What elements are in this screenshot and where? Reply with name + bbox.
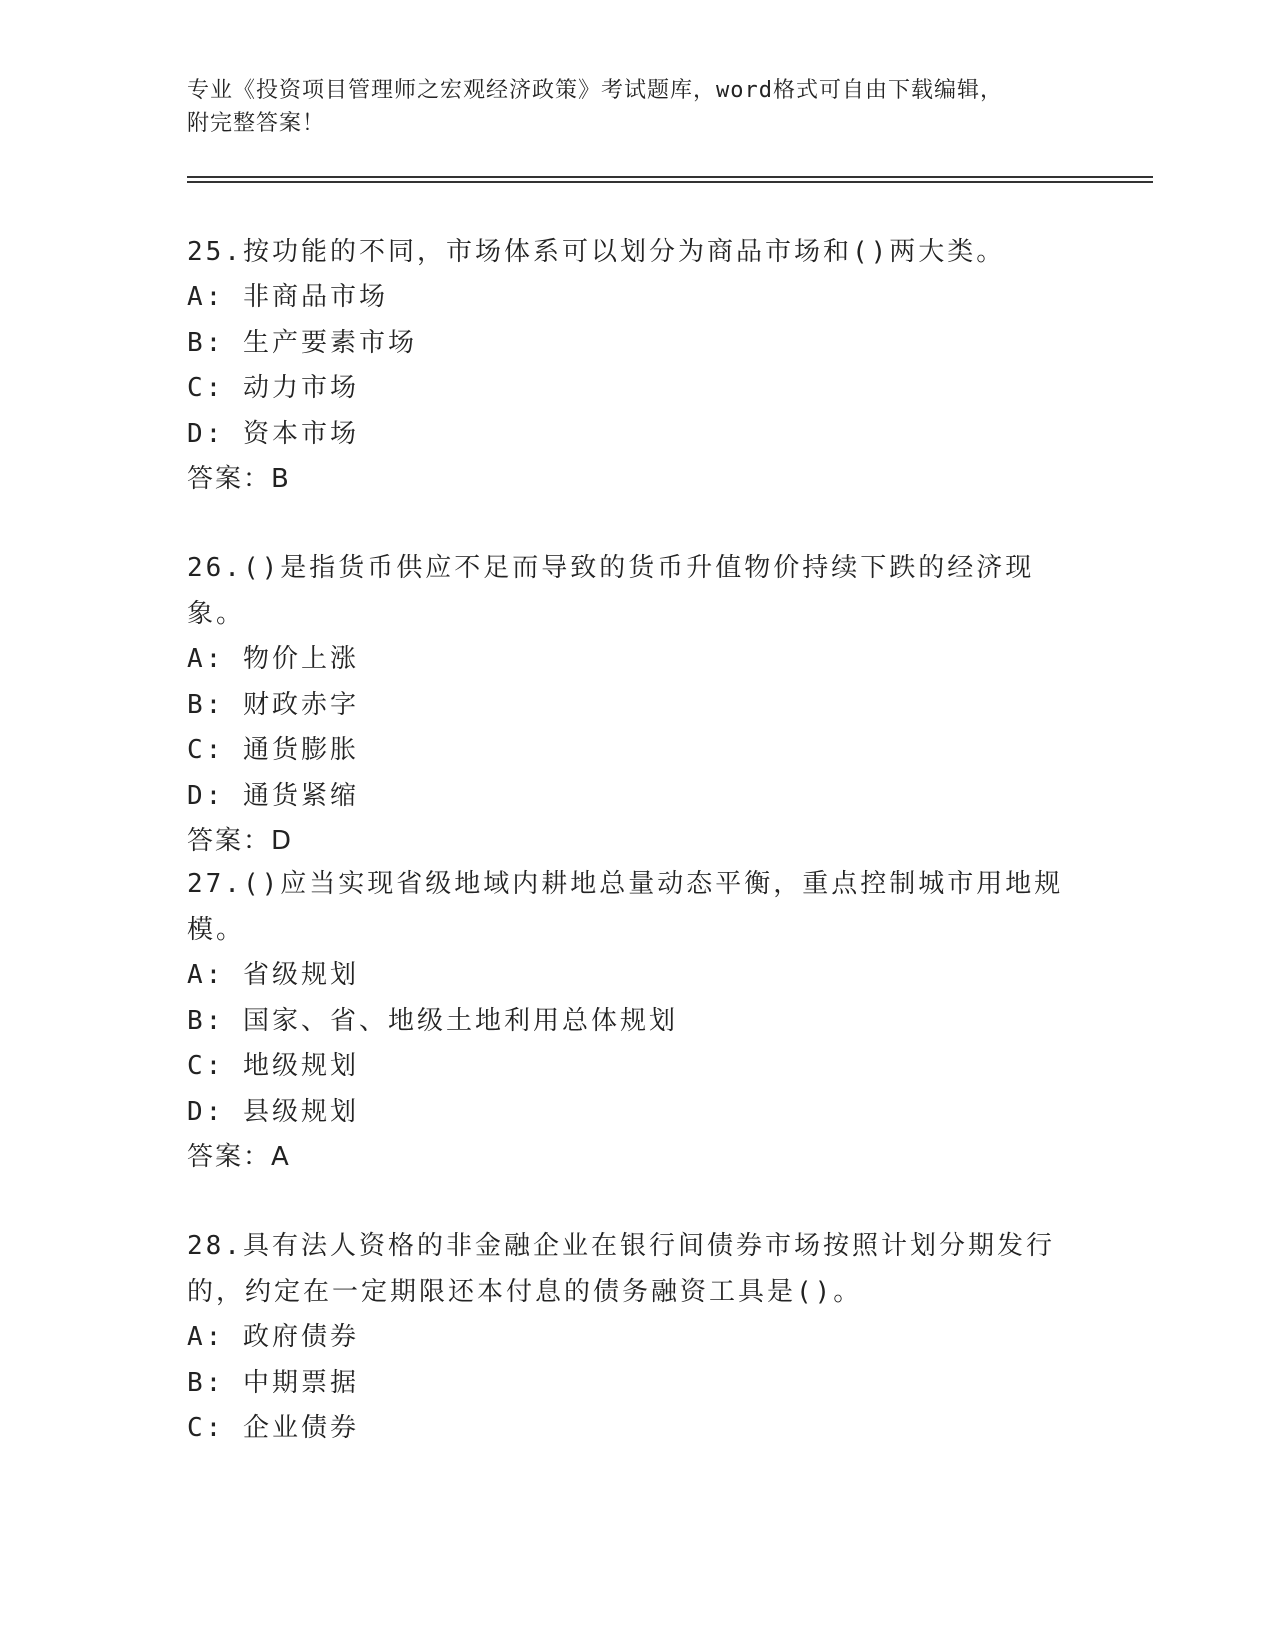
question-stem: 26.()是指货币供应不足而导致的货币升值物价持续下跌的经济现象。 [187,553,1035,629]
option-b: B: 中期票据 [187,1367,359,1398]
option-a: A: 物价上涨 [187,644,359,674]
question-stem: 28.具有法人资格的非金融企业在银行间债券市场按照计划分期发行的，约定在一定期限还本付息的债务融资工具是()。 [187,1231,1055,1307]
header-divider-top [187,176,1153,178]
option-a: A: 政府债券 [187,1322,359,1352]
option-c: C: 地级规划 [187,1051,359,1081]
option-b: B: 财政赤字 [187,689,359,720]
question-stem: 27.()应当实现省级地域内耕地总量动态平衡，重点控制城市用地规模。 [187,869,1064,945]
question-25 [187,229,1087,503]
option-b: B: 生产要素市场 [187,327,417,358]
answer: 答案：A [187,1142,291,1172]
option-c: C: 通货膨胀 [187,735,359,765]
question-stem: 25.按功能的不同，市场体系可以划分为商品市场和()两大类。 [187,237,1006,267]
header-line-1: 专业《投资项目管理师之宏观经济政策》考试题库，word格式可自由下载编辑， [187,78,1003,103]
option-d: D: 通货紧缩 [187,780,359,811]
header-line-2: 附完整答案！ [187,111,326,136]
option-c: C: 动力市场 [187,373,359,403]
question-26 [187,545,1087,865]
option-b: B: 国家、省、地级土地利用总体规划 [187,1005,678,1036]
option-d: D: 资本市场 [187,418,359,449]
option-a: A: 省级规划 [187,960,359,990]
question-28 [187,1223,1087,1452]
option-c: C: 企业债券 [187,1413,359,1443]
option-a: A: 非商品市场 [187,282,388,312]
option-d: D: 县级规划 [187,1096,359,1127]
answer: 答案：D [187,826,294,856]
document-header [187,74,1087,140]
question-27 [187,861,1087,1181]
answer: 答案：B [187,464,291,494]
header-divider-bottom [187,181,1153,183]
